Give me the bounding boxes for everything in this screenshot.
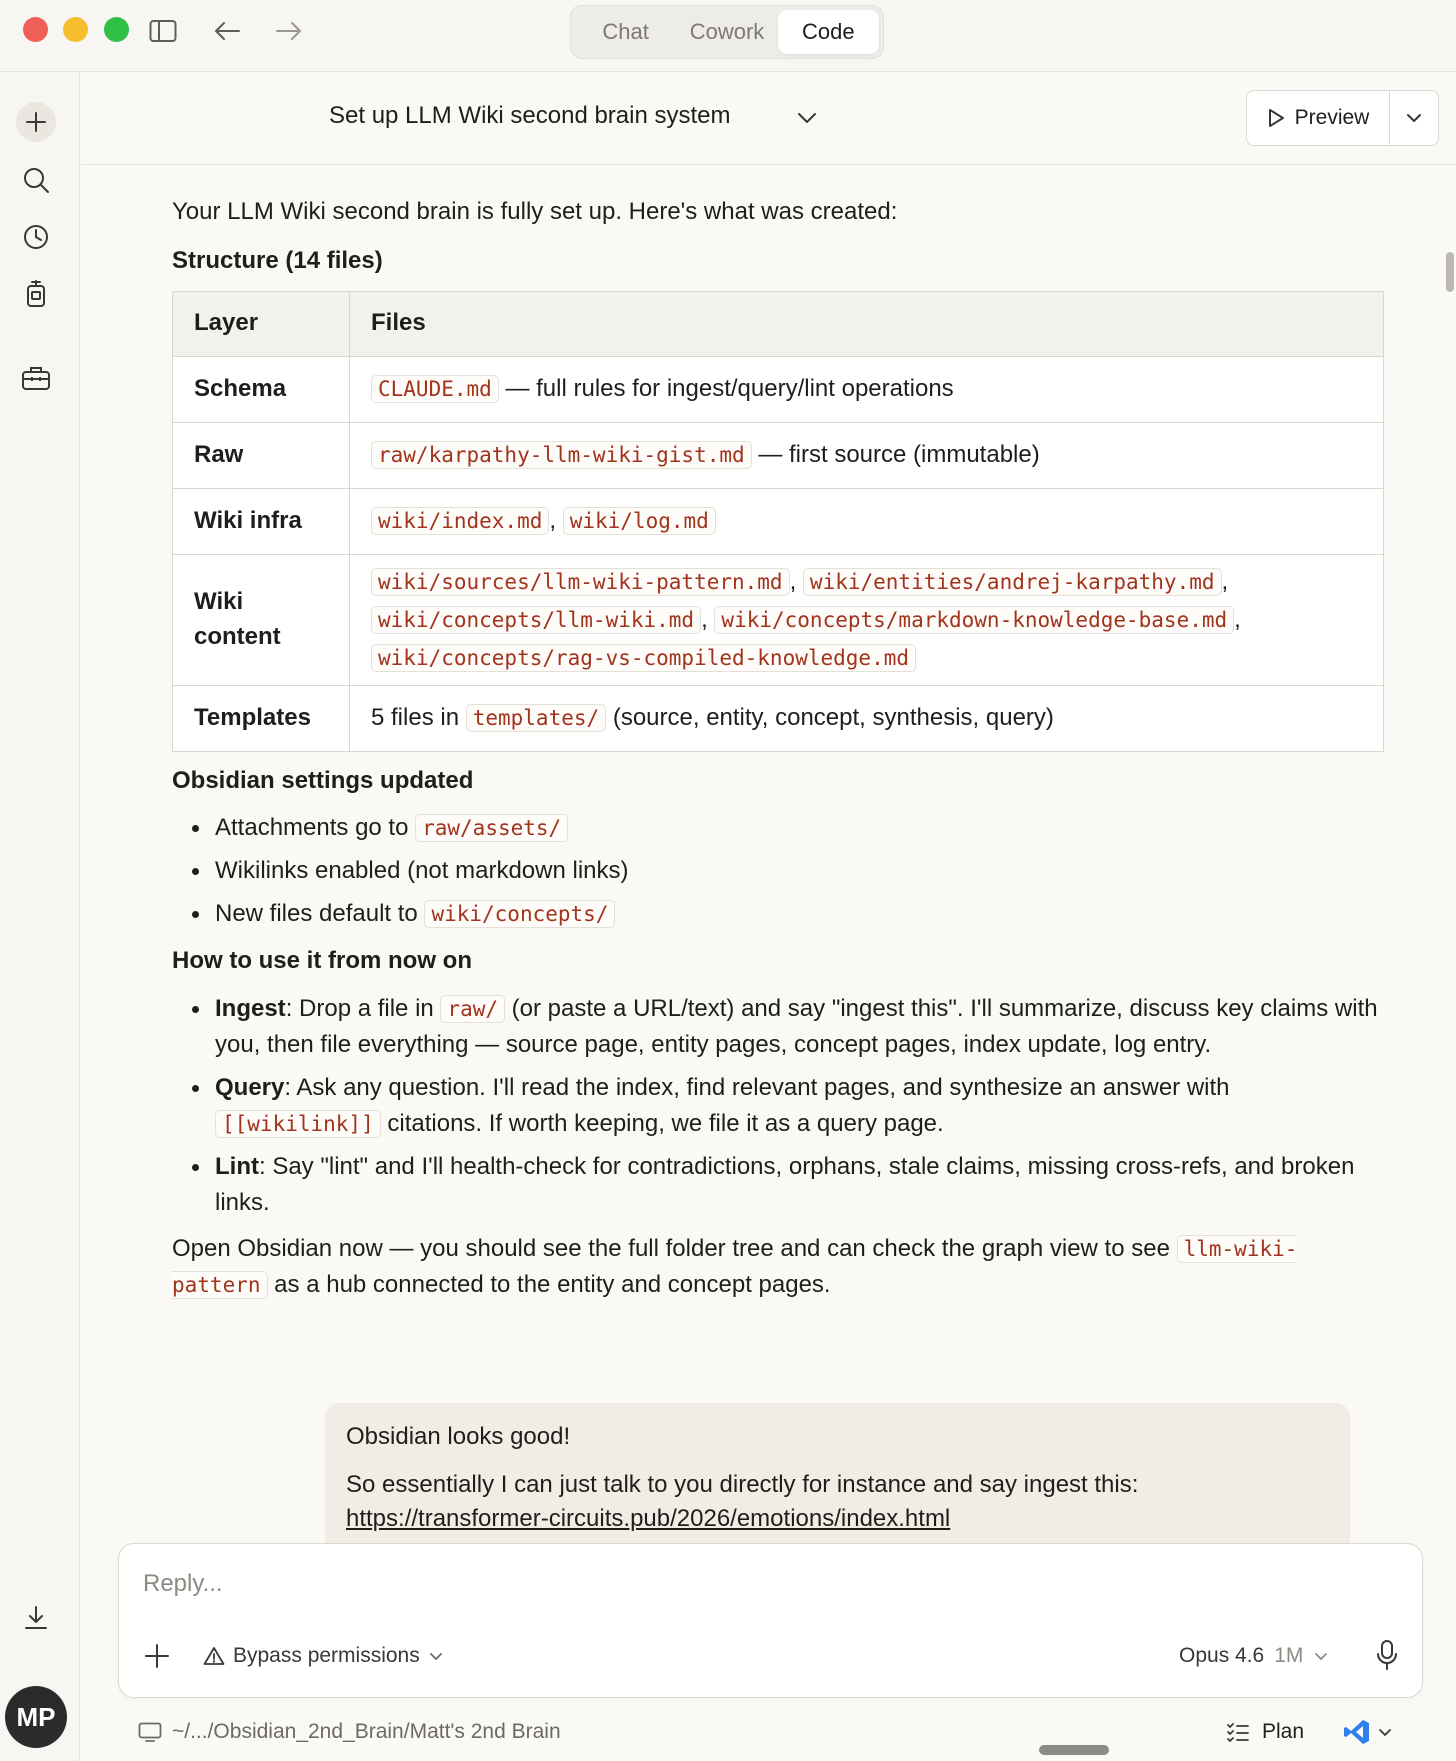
table-row <box>173 488 1384 554</box>
inline-code: wiki/concepts/rag-vs-compiled-knowledge.md <box>371 644 916 672</box>
files-cell <box>350 554 1384 685</box>
list-text: Wikilinks enabled (not markdown links) <box>215 857 629 885</box>
howto-list <box>172 991 1387 1221</box>
list-item <box>172 853 1387 889</box>
attach-button[interactable] <box>139 1638 175 1674</box>
list-text: (or paste a URL/text) and say "ingest this". I'll summarize, discuss key claims with you, then file everything — source page, entity pages, concept pages, index update, log entry. <box>215 995 1378 1059</box>
list-text: : Say "lint" and I'll health-check for contradictions, orphans, stale claims, missing cross-refs, and broken links. <box>215 1153 1355 1217</box>
inline-code: [[wikilink]] <box>215 1110 381 1138</box>
cell-text: (source, entity, concept, synthesis, query) <box>606 703 1054 731</box>
obsidian-heading: Obsidian settings updated <box>172 766 474 794</box>
minimize-window-button[interactable] <box>63 17 88 42</box>
conversation-header <box>81 72 1456 165</box>
files-cell <box>350 685 1384 751</box>
preview-dropdown-button[interactable] <box>1390 91 1438 145</box>
scrollbar-thumb[interactable] <box>1446 252 1454 292</box>
clock-icon <box>22 223 50 251</box>
download-button[interactable] <box>16 1598 56 1638</box>
paragraph-text: as a hub connected to the entity and concept pages. <box>267 1271 831 1299</box>
path-label: ~/.../Obsidian_2nd_Brain/Matt's 2nd Brain <box>172 1720 561 1743</box>
reply-input[interactable] <box>143 1570 1243 1598</box>
howto-heading: How to use it from now on <box>172 947 472 975</box>
list-item <box>172 991 1387 1063</box>
warning-icon <box>203 1646 225 1666</box>
list-item <box>172 810 1387 846</box>
sidebar <box>0 72 80 1761</box>
column-header-files: Files <box>350 291 1384 356</box>
inline-code: wiki/concepts/markdown-knowledge-base.md <box>714 606 1234 634</box>
inline-code: wiki/concepts/ <box>424 900 615 928</box>
cell-text: — first source (immutable) <box>751 440 1040 468</box>
resize-handle[interactable] <box>1039 1745 1109 1755</box>
user-message-text: So essentially I can just talk to you directly for instance and say ingest this: <box>346 1471 1139 1498</box>
play-icon <box>1267 108 1285 128</box>
preview-button[interactable] <box>1247 91 1390 145</box>
obsidian-settings-list <box>172 810 1387 932</box>
list-text: New files default to <box>215 900 425 928</box>
assistant-message <box>172 195 1387 1303</box>
list-item <box>172 1149 1387 1221</box>
monitor-icon <box>138 1722 162 1742</box>
inline-code: raw/assets/ <box>415 814 568 842</box>
permissions-label: Bypass permissions <box>233 1644 420 1667</box>
separator: , <box>549 506 563 534</box>
list-text: Attachments go to <box>215 814 416 842</box>
tab-chat[interactable]: Chat <box>602 19 649 44</box>
inline-code: llm-wiki-pattern <box>172 1237 1298 1298</box>
model-context: 1M <box>1274 1644 1304 1667</box>
closing-paragraph <box>172 1231 1387 1303</box>
inline-code: wiki/index.md <box>371 507 549 535</box>
inline-code: templates/ <box>466 704 606 732</box>
maximize-window-button[interactable] <box>104 17 129 42</box>
plan-button[interactable] <box>1226 1720 1304 1744</box>
user-message-line <box>346 1468 1329 1536</box>
agents-button[interactable] <box>16 274 56 314</box>
chevron-down-icon <box>428 1648 444 1664</box>
layer-cell: Wiki content <box>173 554 350 685</box>
mode-switcher <box>570 5 884 59</box>
table-header-row <box>173 291 1384 356</box>
list-item <box>172 896 1387 932</box>
chevron-down-icon[interactable] <box>793 104 821 132</box>
search-icon <box>22 166 50 194</box>
user-message-line: Obsidian looks good! <box>346 1423 571 1450</box>
inline-code: CLAUDE.md <box>371 375 499 403</box>
tools-button[interactable] <box>16 358 56 398</box>
list-text: : Ask any question. I'll read the index, find relevant pages, and synthesize an answer with <box>284 1074 1230 1102</box>
separator: , <box>789 567 803 595</box>
item-label: Ingest <box>215 995 286 1023</box>
avatar[interactable]: MP <box>5 1686 67 1748</box>
page-title[interactable]: Set up LLM Wiki second brain system <box>329 102 731 129</box>
sidebar-toggle-icon[interactable] <box>147 16 179 46</box>
reply-composer <box>118 1543 1423 1698</box>
table-row <box>173 554 1384 685</box>
layer-cell: Schema <box>173 356 350 422</box>
column-header-layer: Layer <box>173 291 350 356</box>
microphone-icon <box>1375 1639 1399 1671</box>
inline-code: wiki/concepts/llm-wiki.md <box>371 606 701 634</box>
search-button[interactable] <box>16 160 56 200</box>
table-row <box>173 685 1384 751</box>
list-item <box>172 1070 1387 1142</box>
forward-arrow-icon[interactable] <box>273 16 305 46</box>
robot-icon <box>23 279 49 309</box>
model-name: Opus 4.6 <box>1179 1644 1265 1667</box>
structure-table <box>172 291 1384 752</box>
download-icon <box>22 1604 50 1632</box>
inline-code: raw/karpathy-llm-wiki-gist.md <box>371 441 752 469</box>
layer-cell: Templates <box>173 685 350 751</box>
inline-code: wiki/log.md <box>563 507 716 535</box>
plan-label: Plan <box>1262 1720 1305 1743</box>
intro-text: Your LLM Wiki second brain is fully set up. Here's what was created: <box>172 198 898 225</box>
separator: , <box>701 605 715 633</box>
permissions-dropdown[interactable] <box>203 1640 444 1672</box>
model-selector[interactable] <box>1179 1640 1329 1672</box>
separator: , <box>1234 605 1241 633</box>
item-label: Query <box>215 1074 285 1102</box>
title-bar <box>0 0 1456 72</box>
files-cell <box>350 488 1384 554</box>
list-text: : Drop a file in <box>285 995 441 1023</box>
toolbox-icon <box>21 365 51 391</box>
files-cell <box>350 356 1384 422</box>
separator: , <box>1221 567 1229 595</box>
user-message-link[interactable]: https://transformer-circuits.pub/2026/emotions/index.html <box>346 1505 951 1532</box>
files-cell <box>350 422 1384 488</box>
list-text: citations. If worth keeping, we file it as a query page. <box>380 1110 944 1138</box>
chevron-down-icon <box>1313 1648 1329 1664</box>
checklist-icon <box>1226 1721 1250 1743</box>
back-arrow-icon[interactable] <box>211 16 243 46</box>
new-chat-button[interactable] <box>16 102 56 142</box>
chevron-down-icon <box>1377 1724 1393 1740</box>
table-row <box>173 356 1384 422</box>
inline-code: raw/ <box>440 995 505 1023</box>
status-footer <box>81 1712 1456 1761</box>
tab-code[interactable]: Code <box>778 10 879 54</box>
plus-icon <box>144 1643 170 1669</box>
chevron-down-icon <box>1404 108 1424 128</box>
cell-text: — full rules for ingest/query/lint operations <box>498 374 954 402</box>
vscode-icon <box>1343 1718 1371 1746</box>
inline-code: wiki/sources/llm-wiki-pattern.md <box>371 568 790 596</box>
preview-button-group <box>1246 90 1439 146</box>
item-label: Lint <box>215 1153 259 1181</box>
history-button[interactable] <box>16 217 56 257</box>
preview-label: Preview <box>1294 106 1370 129</box>
layer-cell: Wiki infra <box>173 488 350 554</box>
cell-text: 5 files in <box>371 703 466 731</box>
plus-icon <box>24 110 48 134</box>
close-window-button[interactable] <box>23 17 48 42</box>
open-in-editor-button[interactable] <box>1343 1718 1393 1746</box>
tab-cowork[interactable]: Cowork <box>689 19 765 44</box>
table-row <box>173 422 1384 488</box>
working-directory[interactable] <box>138 1720 561 1744</box>
structure-heading: Structure (14 files) <box>172 246 383 274</box>
paragraph-text: Open Obsidian now — you should see the full folder tree and can check the graph view to see <box>172 1235 1177 1263</box>
inline-code: wiki/entities/andrej-karpathy.md <box>803 568 1222 596</box>
microphone-button[interactable] <box>1367 1634 1407 1676</box>
layer-cell: Raw <box>173 422 350 488</box>
user-message <box>325 1403 1350 1543</box>
